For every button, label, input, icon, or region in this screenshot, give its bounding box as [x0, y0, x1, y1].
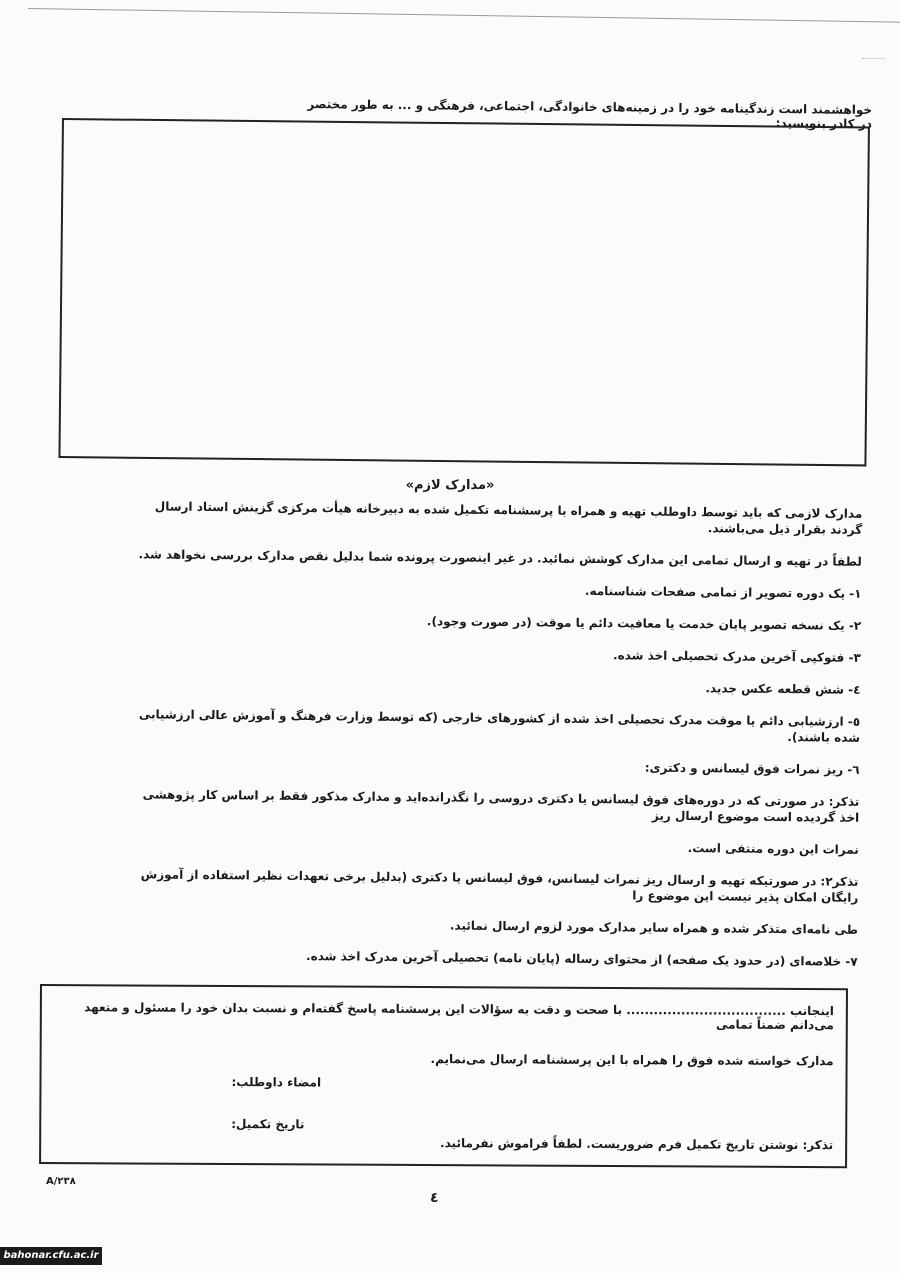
declaration-box: [39, 984, 848, 1168]
note-1-line-1: تذکر: در صورتی که در دوره‌های فوق لیسانس یا دکتری دروسی را نگذرانده‌اید و مدارک مذکور فقط بر اساس کار پژوهشی اخذ گردیده است موضوع ارسال ریز: [142, 787, 860, 825]
note-2-line-1: تذکر۲: در صورتیکه تهیه و ارسال ریز نمرات لیسانس، فوق لیسانس یا دکتری (بدلیل برخی تعهدات نظیر استفاده از آموزش رایگان امکان پذیر نیست این موضوع را: [140, 867, 859, 905]
doc-item-3: ۳- فتوکپی آخرین مدرک تحصیلی اخذ شده.: [613, 648, 861, 665]
docs-warning-text: لطفاً در تهیه و ارسال تمامی این مدارک کوشش نمائید. در غیر اینصورت پرونده شما بدلیل نقص مدارک بررسی نخواهد شد.: [138, 547, 862, 569]
page-number: ٤: [430, 1190, 439, 1206]
date-reminder-note: تذکر: نوشتن تاریخ تکمیل فرم ضروریست. لطفاً فراموش نفرمائید.: [440, 1136, 834, 1153]
biography-box[interactable]: [58, 118, 870, 466]
top-edge-line: [27, 8, 899, 57]
form-code: A/۲۳۸: [46, 1176, 76, 1187]
required-documents-heading: «مدارک لازم»: [405, 478, 495, 493]
doc-item-7: ۷- خلاصه‌ای (در حدود یک صفحه) از محتوای رساله (پایان نامه) تحصیلی آخرین مدرک اخذ شده.: [306, 949, 858, 969]
declaration-end: با صحت و دقت به سؤالات این پرسشنامه پاسخ گفته‌ام و نسبت بدان خود را مسئول و متعهد می‌دانم ضمناً تمامی: [84, 1000, 834, 1033]
docs-intro-text: مدارک لازمی که باید توسط داوطلب تهیه و همراه با پرسشنامه تکمیل شده به دبیرخانه هیأت مرکزی گزینش استاد ارسال گردند بقرار ذیل می‌باشند.: [154, 499, 863, 537]
declaration-line-1: [54, 1000, 834, 1032]
note-2-line-2: طی نامه‌ای متذکر شده و همراه سایر مدارک مورد لزوم ارسال نمائید.: [449, 918, 859, 937]
declaration-line-2: مدارک خواسته شده فوق را همراه با این پرسشنامه ارسال می‌نمایم.: [430, 1052, 834, 1069]
doc-item-5: ٥- ارزشیابی دائم یا موقت مدرک تحصیلی اخذ شده از کشورهای خارجی (که توسط وزارت فرهنگ و آموزش عالی ارزشیابی شده باشند).: [138, 707, 861, 745]
signature-field[interactable]: امضاء داوطلب:: [231, 1075, 322, 1090]
completion-date-field[interactable]: تاریخ تکمیل:: [231, 1117, 305, 1132]
website-watermark-badge: bahonar.cfu.ac.ir: [0, 1247, 102, 1265]
applicant-name-field[interactable]: ...................................: [626, 1003, 786, 1018]
doc-item-4: ٤- شش قطعه عکس جدید.: [705, 681, 861, 697]
doc-item-1: ۱- یک دوره تصویر از تمامی صفحات شناسنامه.: [584, 583, 862, 601]
doc-item-6: ٦- ریز نمرات فوق لیسانس و دکتری:: [644, 760, 860, 777]
required-documents-section: [128, 498, 863, 970]
faint-mark: [862, 58, 884, 59]
note-1-line-2: نمرات این دوره منتفی است.: [687, 841, 859, 857]
doc-item-2: ۲- یک نسخه تصویر پایان خدمت یا معافیت دائم یا موقت (در صورت وجود).: [426, 614, 862, 633]
biography-instruction: خواهشمند است زندگینامه خود را در زمینه‌های خانوادگی، اجتماعی، فرهنگی و ... به طور مختصر در کادر بنویسید:: [307, 97, 873, 131]
declaration-start: اینجانب: [789, 1003, 834, 1019]
